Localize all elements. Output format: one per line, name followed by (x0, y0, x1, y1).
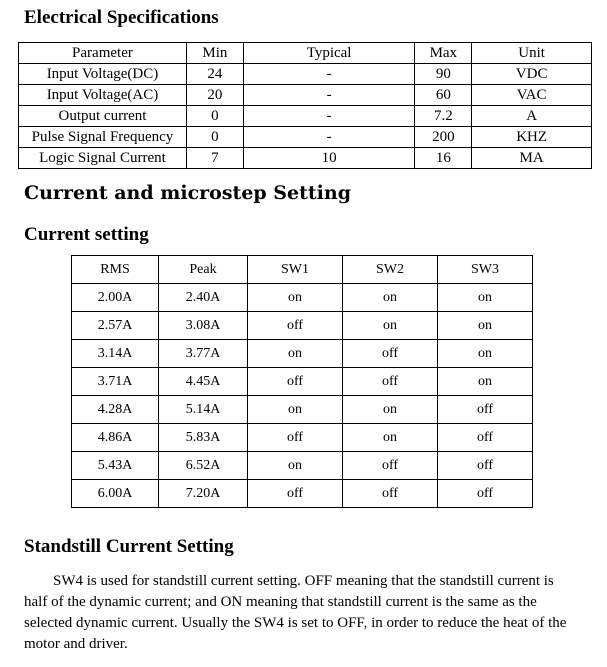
current-cell: 3.14A (72, 340, 159, 368)
spec-cell: 0 (186, 106, 243, 127)
current-setting-table (71, 255, 533, 508)
header-cell: Min (186, 43, 243, 64)
current-cell: 4.45A (159, 368, 248, 396)
current-cell: on (343, 424, 438, 452)
spec-cell: VAC (472, 85, 592, 106)
current-cell: off (248, 368, 343, 396)
spec-cell: Input Voltage(AC) (19, 85, 187, 106)
current-cell: off (248, 424, 343, 452)
spec-cell: MA (472, 148, 592, 169)
current-cell: off (438, 396, 533, 424)
spec-cell: 16 (415, 148, 472, 169)
header-cell: Typical (243, 43, 415, 64)
current-cell: off (438, 452, 533, 480)
header-cell: RMS (72, 256, 159, 284)
current-cell: on (248, 340, 343, 368)
current-cell: off (343, 368, 438, 396)
header-cell: SW1 (248, 256, 343, 284)
current-cell: on (438, 284, 533, 312)
current-row (72, 480, 533, 508)
spec-row (19, 127, 592, 148)
current-cell: on (248, 452, 343, 480)
header-cell: Unit (472, 43, 592, 64)
current-row (72, 424, 533, 452)
current-cell: 5.83A (159, 424, 248, 452)
current-cell: on (438, 368, 533, 396)
current-cell: on (343, 396, 438, 424)
current-setting-heading: Current setting (24, 224, 149, 245)
spec-cell: 7.2 (415, 106, 472, 127)
current-header-row (72, 256, 533, 284)
current-cell: on (343, 284, 438, 312)
current-cell: on (248, 396, 343, 424)
current-row (72, 340, 533, 368)
current-cell: off (248, 480, 343, 508)
current-row (72, 452, 533, 480)
spec-cell: - (243, 64, 415, 85)
spec-cell: 24 (186, 64, 243, 85)
current-cell: 2.57A (72, 312, 159, 340)
spec-cell: Logic Signal Current (19, 148, 187, 169)
current-row (72, 368, 533, 396)
current-cell: 5.43A (72, 452, 159, 480)
header-cell: SW2 (343, 256, 438, 284)
current-row (72, 284, 533, 312)
spec-cell: - (243, 127, 415, 148)
spec-cell: Input Voltage(DC) (19, 64, 187, 85)
current-row (72, 396, 533, 424)
current-row (72, 312, 533, 340)
current-cell: 5.14A (159, 396, 248, 424)
header-cell: Peak (159, 256, 248, 284)
electrical-specifications-heading: Electrical Specifications (24, 7, 219, 28)
spec-row (19, 85, 592, 106)
current-cell: 3.08A (159, 312, 248, 340)
spec-cell: 60 (415, 85, 472, 106)
current-cell: 3.77A (159, 340, 248, 368)
current-cell: 6.00A (72, 480, 159, 508)
current-cell: 7.20A (159, 480, 248, 508)
header-cell: SW3 (438, 256, 533, 284)
current-cell: on (343, 312, 438, 340)
spec-cell: 200 (415, 127, 472, 148)
current-cell: 3.71A (72, 368, 159, 396)
spec-cell: 7 (186, 148, 243, 169)
spec-cell: 20 (186, 85, 243, 106)
current-cell: 6.52A (159, 452, 248, 480)
current-cell: on (438, 312, 533, 340)
header-cell: Max (415, 43, 472, 64)
spec-row (19, 106, 592, 127)
current-cell: on (438, 340, 533, 368)
current-cell: 2.40A (159, 284, 248, 312)
spec-cell: - (243, 106, 415, 127)
spec-cell: Pulse Signal Frequency (19, 127, 187, 148)
current-cell: off (343, 340, 438, 368)
spec-header-row (19, 43, 592, 64)
spec-cell: 90 (415, 64, 472, 85)
current-cell: off (248, 312, 343, 340)
current-and-microstep-heading: Current and microstep Setting (24, 182, 351, 204)
header-cell: Parameter (19, 43, 187, 64)
current-cell: off (343, 480, 438, 508)
standstill-paragraph: SW4 is used for standstill current setting. OFF meaning that the standstill current is half of the dynamic current; and ON meaning that standstill current is the same as the selected dynamic current. Usually the SW4 is set to OFF, in order to reduce the heat of the motor and driver. (24, 573, 567, 652)
standstill-current-heading: Standstill Current Setting (24, 536, 234, 557)
current-cell: off (343, 452, 438, 480)
spec-cell: A (472, 106, 592, 127)
current-cell: off (438, 480, 533, 508)
spec-cell: Output current (19, 106, 187, 127)
spec-row (19, 148, 592, 169)
electrical-specifications-table (18, 42, 592, 169)
current-cell: off (438, 424, 533, 452)
spec-cell: 10 (243, 148, 415, 169)
current-cell: 4.28A (72, 396, 159, 424)
current-cell: on (248, 284, 343, 312)
spec-row (19, 64, 592, 85)
spec-cell: VDC (472, 64, 592, 85)
spec-cell: 0 (186, 127, 243, 148)
current-cell: 2.00A (72, 284, 159, 312)
spec-cell: KHZ (472, 127, 592, 148)
current-cell: 4.86A (72, 424, 159, 452)
spec-cell: - (243, 85, 415, 106)
